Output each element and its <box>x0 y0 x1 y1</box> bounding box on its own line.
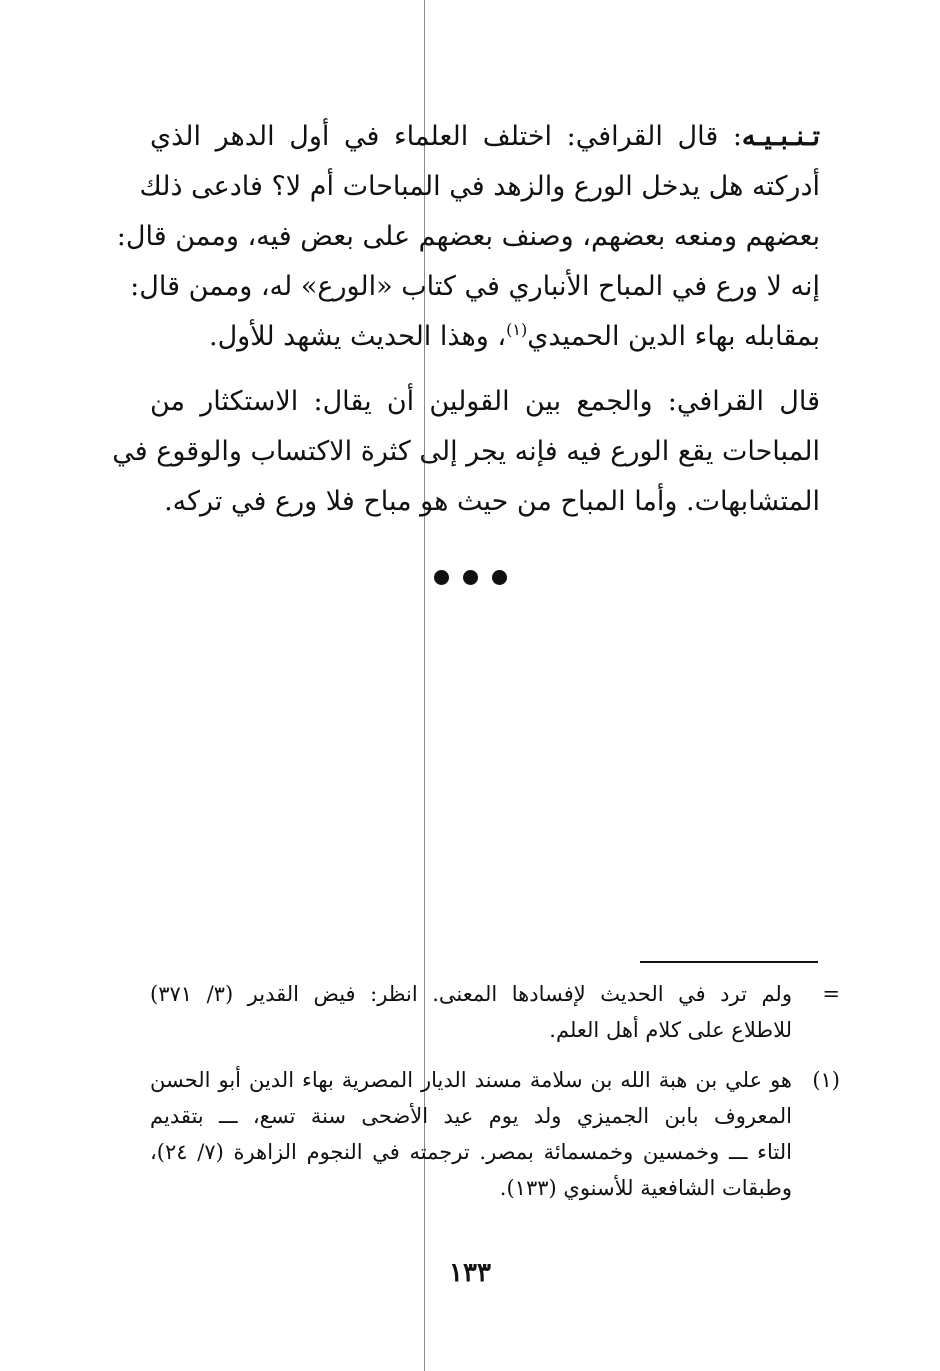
footnote-line: هو علي بن هبة الله بن سلامة مسند الديار المصرية بهاء الدين أبو الحسن <box>150 1068 792 1092</box>
footnote-marker: = <box>822 982 840 1006</box>
main-text <box>112 112 820 527</box>
paragraph-qarafi <box>112 377 820 527</box>
page-number: ١٣٣ <box>449 1258 491 1288</box>
footnote-reference: (١) <box>506 320 528 339</box>
separator-dot <box>434 570 449 585</box>
footnote-continued <box>150 976 840 1048</box>
footnote-line: التاء ـــ وخمسين وخمسمائة بمصر. ترجمته في النجوم الزاهرة (٧/ ٢٤)، <box>150 1140 792 1164</box>
text-line-content: ، وهذا الحديث يشهد للأول. <box>208 321 507 352</box>
section-separator <box>0 570 940 589</box>
text-line-content: : قال القرافي: اختلف العلماء في أول الدهر الذي <box>150 121 742 152</box>
footnote-1 <box>150 1062 840 1206</box>
text-line: أدركته هل يدخل الورع والزهد في المباحات أم لا؟ فادعى ذلك <box>139 171 820 202</box>
footnote-line: للاطلاع على كلام أهل العلم. <box>549 1018 792 1042</box>
tanbih-heading: تـنـبـيـه <box>741 121 820 152</box>
footnote-line: المعروف بابن الجميزي ولد يوم عيد الأضحى سنة تسع، ـــ بتقديم <box>150 1104 792 1128</box>
text-line-content: بمقابله بهاء الدين الحميدي <box>527 321 820 352</box>
footnotes <box>150 976 840 1206</box>
text-line: المباحات يقع الورع فيه فإنه يجر إلى كثرة الاكتساب والوقوع في <box>112 436 820 467</box>
text-line: قال القرافي: والجمع بين القولين أن يقال: الاستكثار من <box>150 386 820 417</box>
text-line: المتشابهات. وأما المباح من حيث هو مباح فلا ورع في تركه. <box>164 486 820 517</box>
separator-dot <box>492 570 507 585</box>
text-line <box>150 112 820 162</box>
text-line: بعضهم ومنعه بعضهم، وصنف بعضهم على بعض فيه، وممن قال: <box>116 221 820 252</box>
text-line <box>150 312 820 362</box>
separator-dot <box>463 570 478 585</box>
footnote-marker: (١) <box>812 1068 840 1092</box>
text-line: إنه لا ورع في المباح الأنباري في كتاب «الورع» له، وممن قال: <box>130 271 820 302</box>
footnote-rule <box>640 961 818 963</box>
footnote-line: ولم ترد في الحديث لإفسادها المعنى. انظر: فيض القدير (٣/ ٣٧١) <box>150 982 792 1006</box>
footnote-line: وطبقات الشافعية للأسنوي (١٣٣). <box>499 1176 792 1200</box>
paragraph-tanbih <box>116 112 820 362</box>
